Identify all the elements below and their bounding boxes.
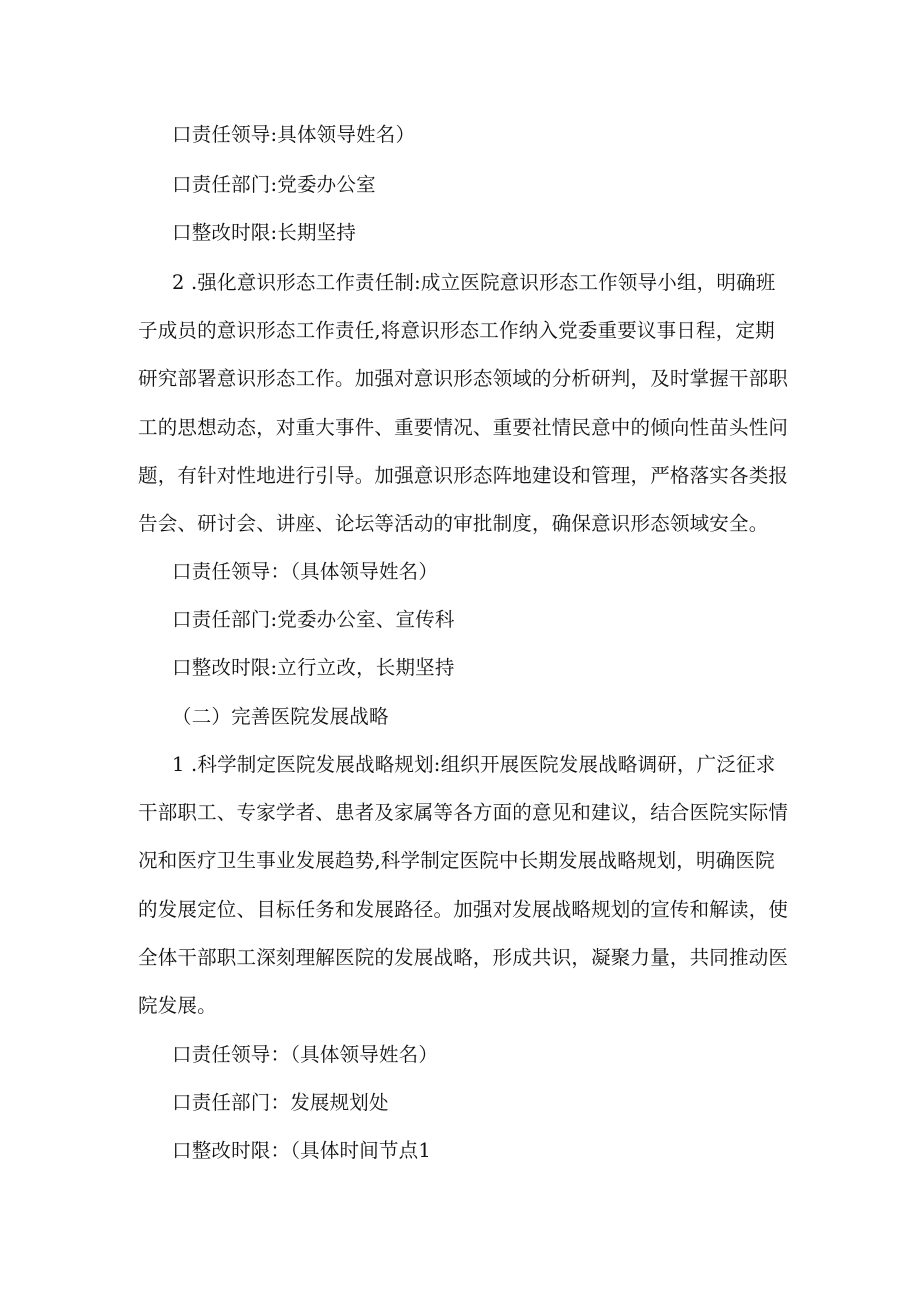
item-2-line-2: 子成员的意识形态工作责任,将意识形态工作纳入党委重要议事日程，定期 xyxy=(138,319,775,342)
item-1-line-4: 的发展定位、目标任务和发展路径。加强对发展战略规划的宣传和解读，使 xyxy=(138,898,789,921)
item-2-line-3: 研究部署意识形态工作。加强对意识形态领域的分析研判，及时掌握干部职 xyxy=(138,367,789,390)
item-2-line-5: 题，有针对性地进行引导。加强意识形态阵地建设和管理，严格落实各类报 xyxy=(138,464,789,487)
rectification-deadline-line-3: 口整改时限：（具体时间节点1 xyxy=(172,1139,431,1162)
item-2-line-1: 2 .强化意识形态工作责任制:成立医院意识形态工作领导小组，明确班 xyxy=(172,271,776,294)
responsible-leader-line-2: 口责任领导：（具体领导姓名） xyxy=(172,560,439,583)
responsible-leader-line-1: 口责任领导:具体领导姓名） xyxy=(172,123,416,146)
item-1-line-2: 干部职工、专家学者、患者及家属等各方面的意见和建议，结合医院实际情 xyxy=(138,801,789,824)
responsible-department-line-1: 口责任部门:党委办公室 xyxy=(172,173,376,196)
responsible-leader-line-3: 口责任领导：（具体领导姓名） xyxy=(172,1043,439,1066)
item-1-line-1: 1 .科学制定医院发展战略规划:组织开展医院发展战略调研，广泛征求 xyxy=(172,753,776,776)
item-1-line-5: 全体干部职工深刻理解医院的发展战略，形成共识，凝聚力量，共同推动医 xyxy=(138,946,789,969)
item-1-line-6: 院发展。 xyxy=(138,994,217,1017)
item-1-line-3: 况和医疗卫生事业发展趋势,科学制定医院中长期发展战略规划，明确医院 xyxy=(138,849,775,872)
responsible-department-line-2: 口责任部门:党委办公室、宣传科 xyxy=(172,608,455,631)
rectification-deadline-line-2: 口整改时限:立行立改，长期坚持 xyxy=(172,656,455,679)
item-2-line-4: 工的思想动态，对重大事件、重要情况、重要社情民意中的倾向性苗头性问 xyxy=(138,416,789,439)
section-heading: （二）完善医院发展战略 xyxy=(172,705,389,728)
item-2-line-6: 告会、研讨会、讲座、论坛等活动的审批制度，确保意识形态领域安全。 xyxy=(138,512,769,535)
rectification-deadline-line-1: 口整改时限:长期坚持 xyxy=(172,221,357,244)
responsible-department-line-3: 口责任部门：发展规划处 xyxy=(172,1091,389,1114)
